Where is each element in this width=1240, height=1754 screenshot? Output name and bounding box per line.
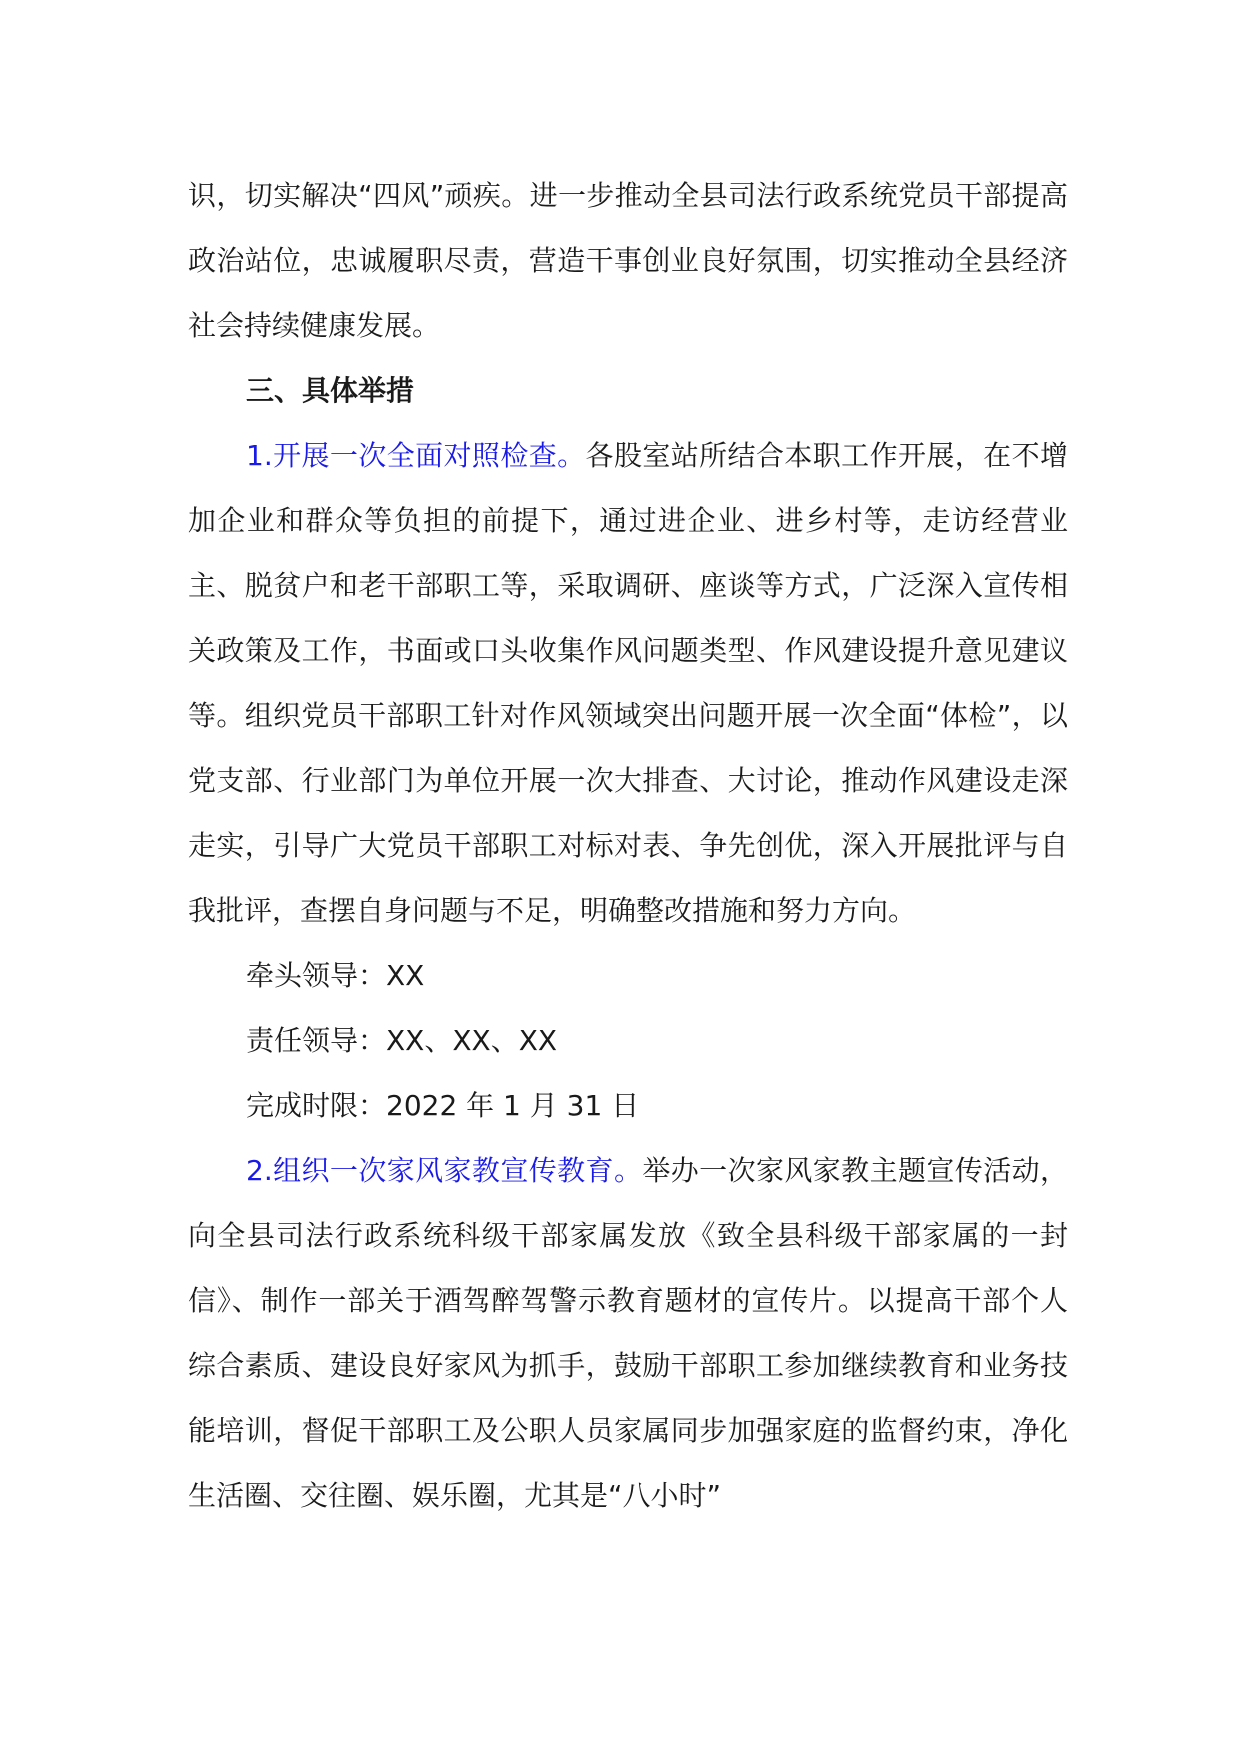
item1-deadline: 完成时限：2022 年 1 月 31 日 xyxy=(246,1089,640,1122)
intro-paragraph: 识，切实解决“四风”顽疾。进一步推动全县司法行政系统党员干部提高政治站位，忠诚履职尽责，营造干事创业良好氛围，切实推动全县经济社会持续健康发展。 xyxy=(188,179,1068,342)
item1-lead-leader: 牵头领导：XX xyxy=(246,959,425,992)
item1-body: 各股室站所结合本职工作开展，在不增加企业和群众等负担的前提下，通过进企业、进乡村等，走访经营业主、脱贫户和老干部职工等，采取调研、座谈等方式，广泛深入宣传相关政策及工作，书面或口头收集作风问题类型、作风建设提升意见建议等。组织党员干部职工针对作风领域突出问题开展一次全面“体检”，以党支部、行业部门为单位开展一次大排查、大讨论，推动作风建设走深走实，引导广大党员干部职工对标对表、争先创优，深入开展批评与自我批评，查摆自身问题与不足，明确整改措施和努力方向。 xyxy=(188,439,1068,927)
item2-title: 2.组织一次家风家教宣传教育。 xyxy=(246,1154,643,1187)
item2-body: 举办一次家风家教主题宣传活动，向全县司法行政系统科级干部家属发放《致全县科级干部家属的一封信》、制作一部关于酒驾醉驾警示教育题材的宣传片。以提高干部个人综合素质、建设良好家风为抓手，鼓励干部职工参加继续教育和业务技能培训，督促干部职工及公职人员家属同步加强家庭的监督约束，净化生活圈、交往圈、娱乐圈，尤其是“八小时” xyxy=(188,1154,1068,1512)
section-heading: 三、具体举措 xyxy=(246,374,415,407)
document-body xyxy=(188,163,1068,1528)
item1-title: 1.开展一次全面对照检查。 xyxy=(246,439,586,472)
item1-paragraph xyxy=(188,423,1068,943)
item1-responsible-leaders: 责任领导：XX、XX、XX xyxy=(246,1024,558,1057)
item2-paragraph xyxy=(188,1138,1068,1528)
